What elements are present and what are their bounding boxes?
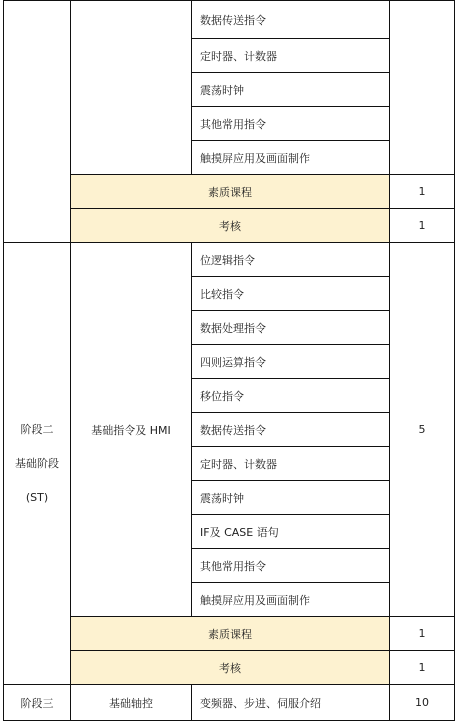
item-cell: 定时器、计数器 xyxy=(192,39,390,73)
table-row xyxy=(4,243,455,277)
assessment-label: 考核 xyxy=(71,209,390,243)
stage-cell xyxy=(4,1,71,243)
item-cell: 定时器、计数器 xyxy=(192,447,390,481)
item-cell: 数据传送指令 xyxy=(192,413,390,447)
table-row xyxy=(4,617,455,651)
table-row xyxy=(4,1,455,39)
item-cell: 变频器、步进、伺服介绍 xyxy=(192,685,390,721)
quality-course-hours: 1 xyxy=(390,175,455,209)
quality-course-hours: 1 xyxy=(390,617,455,651)
item-cell: 比较指令 xyxy=(192,277,390,311)
stage-name: 阶段二 xyxy=(20,422,54,436)
quality-course-label: 素质课程 xyxy=(71,617,390,651)
item-cell: 位逻辑指令 xyxy=(192,243,390,277)
item-cell: 触摸屏应用及画面制作 xyxy=(192,141,390,175)
quality-course-label: 素质课程 xyxy=(71,175,390,209)
table-row xyxy=(4,651,455,685)
item-cell: 数据处理指令 xyxy=(192,311,390,345)
table-row xyxy=(4,685,455,721)
item-cell: IF及 CASE 语句 xyxy=(192,515,390,549)
stage-code: (ST) xyxy=(25,490,49,504)
item-cell: 四则运算指令 xyxy=(192,345,390,379)
hours-cell: 10 xyxy=(390,685,455,721)
item-cell: 其他常用指令 xyxy=(192,107,390,141)
stage-level: 基础阶段 xyxy=(15,456,59,470)
stage-cell: 阶段三 xyxy=(4,685,71,721)
hours-cell: 5 xyxy=(390,243,455,617)
item-cell: 触摸屏应用及画面制作 xyxy=(192,583,390,617)
module-cell: 基础指令及 HMI xyxy=(71,243,192,617)
module-cell: 基础轴控 xyxy=(71,685,192,721)
item-cell: 数据传送指令 xyxy=(192,1,390,39)
assessment-hours: 1 xyxy=(390,209,455,243)
assessment-hours: 1 xyxy=(390,651,455,685)
assessment-label: 考核 xyxy=(71,651,390,685)
hours-cell xyxy=(390,1,455,175)
item-cell: 其他常用指令 xyxy=(192,549,390,583)
table-row xyxy=(4,209,455,243)
item-cell: 震荡时钟 xyxy=(192,481,390,515)
curriculum-table xyxy=(3,0,455,721)
item-cell: 移位指令 xyxy=(192,379,390,413)
table-row xyxy=(4,175,455,209)
module-cell xyxy=(71,1,192,175)
item-cell: 震荡时钟 xyxy=(192,73,390,107)
stage-cell xyxy=(4,243,71,685)
